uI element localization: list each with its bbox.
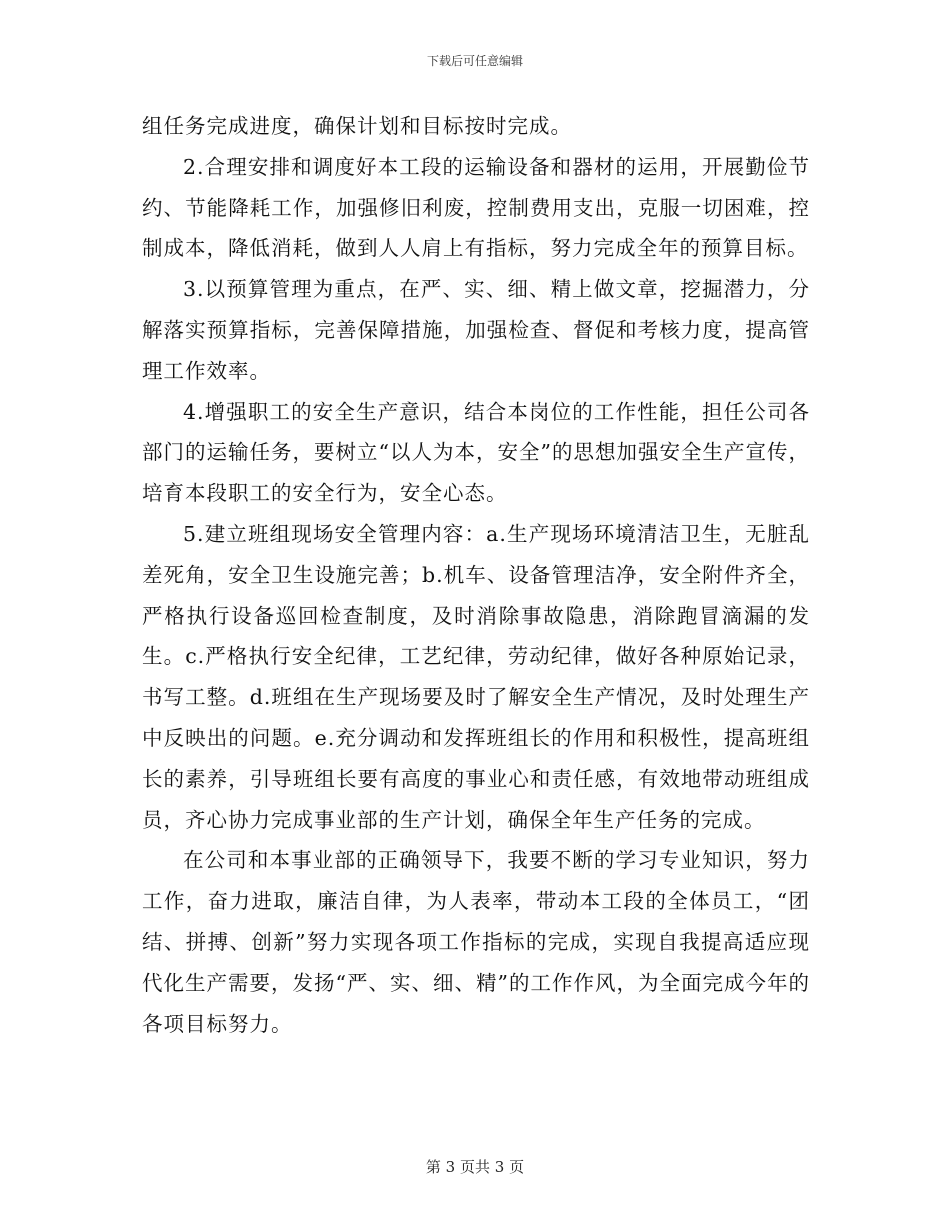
paragraph-item-2: 2.合理安排和调度好本工段的运输设备和器材的运用，开展勤俭节约、节能降耗工作，加强修旧利废，控制费用支出，克服一切困难，控制成本，降低消耗，做到人人肩上有指标，努力完成全年的预算目标。: [142, 154, 810, 261]
page-number: 第 3 页共 3 页: [425, 1158, 525, 1176]
paragraph-item-4: 4.增强职工的安全生产意识，结合本岗位的工作性能，担任公司各部门的运输任务，要树立“以人为本，安全”的思想加强安全生产宣传，培育本段职工的安全行为，安全心态。: [142, 399, 810, 506]
paragraph-conclusion: 在公司和本事业部的正确领导下，我要不断的学习专业知识，努力工作，奋力进取，廉洁自律，为人表率，带动本工段的全体员工，“团结、拼搏、创新”努力实现各项工作指标的完成，实现自我提高适应现代化生产需要，发扬“严、实、细、精”的工作作风，为全面完成今年的各项目标努力。: [142, 848, 810, 1036]
document-body: [142, 106, 810, 1044]
paragraph-continuation: 组任务完成进度，确保计划和目标按时完成。: [142, 114, 572, 138]
page-header: 下载后可任意编辑: [426, 54, 523, 68]
paragraph-item-5: 5.建立班组现场安全管理内容：a.生产现场环境清洁卫生，无脏乱差死角，安全卫生设施完善；b.机车、设备管理洁净，安全附件齐全，严格执行设备巡回检查制度，及时消除事故隐患，消除跑冒滴漏的发生。c.严格执行安全纪律，工艺纪律，劳动纪律，做好各种原始记录，书写工整。d.班组在生产现场要及时了解安全生产情况，及时处理生产中反映出的问题。e.充分调动和发挥班组长的作用和积极性，提高班组长的素养，引导班组长要有高度的事业心和责任感，有效地带动班组成员，齐心协力完成事业部的生产计划，确保全年生产任务的完成。: [142, 521, 810, 832]
paragraph-item-3: 3.以预算管理为重点，在严、实、细、精上做文章，挖掘潜力，分解落实预算指标，完善保障措施，加强检查、督促和考核力度，提高管理工作效率。: [142, 277, 810, 383]
